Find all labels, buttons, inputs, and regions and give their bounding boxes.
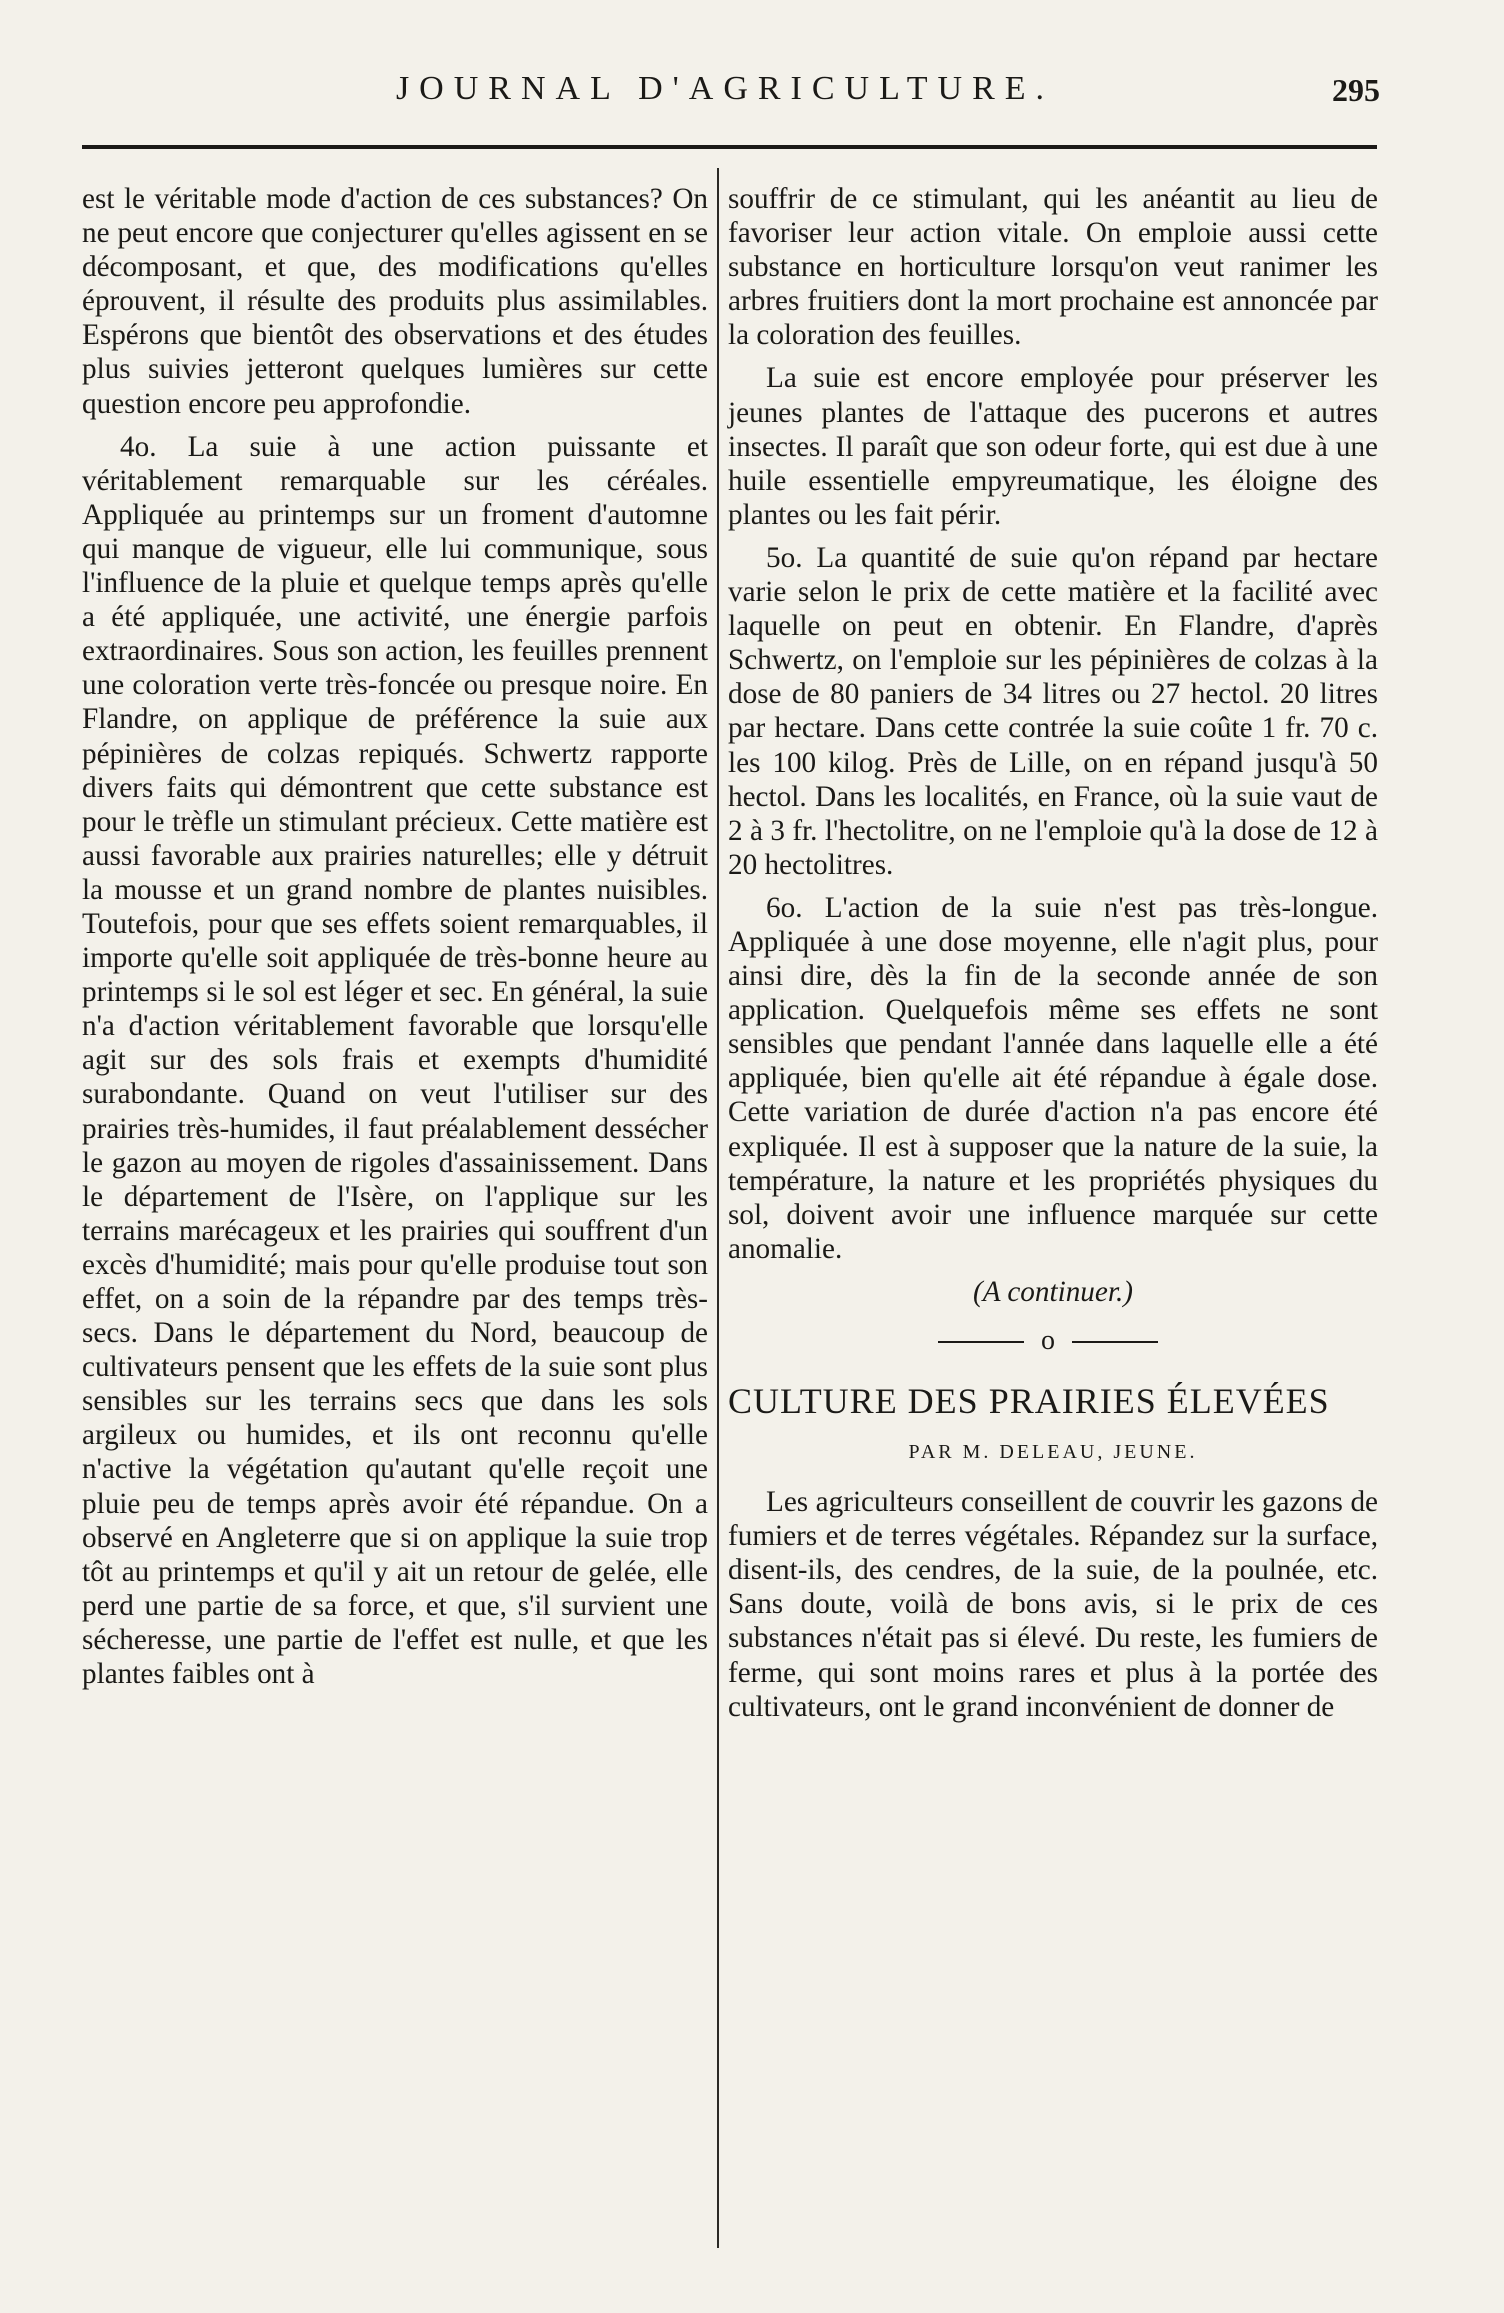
journal-title: JOURNAL D'AGRICULTURE. bbox=[395, 70, 1055, 107]
running-head bbox=[70, 70, 1380, 120]
ornament-glyph: o bbox=[1024, 1324, 1072, 1358]
left-column bbox=[82, 182, 708, 1700]
column-divider bbox=[717, 168, 719, 2248]
section-ornament bbox=[728, 1321, 1378, 1365]
page-number: 295 bbox=[1332, 72, 1380, 108]
paragraph: La suie est encore employée pour préserver les jeunes plantes de l'attaque des pucerons et autres insectes. Il paraît que son odeur forte, qui est due à une huile essentielle empyreumatique, les éloigne des plantes ou les fait périr. bbox=[728, 362, 1378, 531]
to-be-continued-note: (A continuer.) bbox=[973, 1275, 1133, 1308]
paragraph: souffrir de ce stimulant, qui les anéantit au lieu de favoriser leur action vitale. On emploie aussi cette substance en horticulture lorsqu'on veut ranimer les arbres fruitiers dont la mort prochaine est annoncée par la coloration des feuilles. bbox=[728, 183, 1378, 352]
section-title: CULTURE DES PRAIRIES ÉLEVÉES bbox=[728, 1381, 1330, 1421]
paragraph: est le véritable mode d'action de ces substances? On ne peut encore que conjecturer qu'elles agissent en se décomposant, et que, des modifications qu'elles éprouvent, il résulte des produits plus assimilables. Espérons que bientôt des observations et des études plus suivies jetteront quelques lumières sur cette question encore peu approfondie. bbox=[82, 183, 708, 420]
right-column bbox=[728, 182, 1378, 1733]
paragraph: Les agriculteurs conseillent de couvrir les gazons de fumiers et de terres végétales. Répandez sur la surface, disent-ils, des cendres, de la suie, de la poulnée, etc. Sans doute, voilà de bons avis, si le prix de ces substances n'était pas si élevé. Du reste, les fumiers de ferme, qui sont moins rares et plus à la portée des cultivateurs, ont le grand inconvénient de donner de bbox=[728, 1486, 1378, 1723]
byline: PAR M. DELEAU, JEUNE. bbox=[908, 1441, 1198, 1463]
paragraph: 5o. La quantité de suie qu'on répand par hectare varie selon le prix de cette matière et la facilité avec laquelle on peut en obtenir. En Flandre, d'après Schwertz, on l'emploie sur les pépinières de colzas à la dose de 80 paniers de 34 litres ou 27 hectol. 20 litres par hectare. Dans cette contrée la suie coûte 1 fr. 70 c. les 100 kilog. Près de Lille, on en répand jusqu'à 50 hectol. Dans les localités, en France, où la suie vaut de 2 à 3 fr. l'hectolitre, on ne l'emploie qu'à la dose de 12 à 20 hectolitres. bbox=[728, 541, 1378, 881]
header-rule bbox=[82, 145, 1377, 149]
paragraph: 6o. L'action de la suie n'est pas très-longue. Appliquée à une dose moyenne, elle n'agit plus, pour ainsi dire, dès la fin de la seconde année de son application. Quelquefois même ses effets ne sont sensibles que pendant l'année dans laquelle elle a été appliquée, bien qu'elle ait été répandue à égale dose. Cette variation de durée d'action n'a pas encore été expliquée. Il est à supposer que la nature de la suie, la température, la nature et les propriétés physiques du sol, doivent avoir une influence marquée sur cette anomalie. bbox=[728, 891, 1378, 1265]
paragraph: 4o. La suie à une action puissante et véritablement remarquable sur les céréales. Appliquée au printemps sur un froment d'automne qui manque de vigueur, elle lui communique, sous l'influence de la pluie et quelque temps après qu'elle a été appliquée, une activité, une énergie parfois extraordinaires. Sous son action, les feuilles prennent une coloration verte très-foncée ou presque noire. En Flandre, on applique de préférence la suie aux pépinières de colzas repiqués. Schwertz rapporte divers faits qui démontrent que cette substance est pour le trèfle un stimulant précieux. Cette matière est aussi favorable aux prairies naturelles; elle y détruit la mousse et un grand nombre de plantes nuisibles. Toutefois, pour que ses effets soient remarquables, il importe qu'elle soit appliquée de très-bonne heure au printemps si le sol est léger et sec. En général, la suie n'a d'action véritablement favorable que lorsqu'elle agit sur des sols frais et exempts d'humidité surabondante. Quand on veut l'utiliser sur des prairies très-humides, il faut préalablement dessécher le gazon au moyen de rigoles d'assainissement. Dans le département de l'Isère, on l'applique sur les terrains marécageux et les prairies qui souffrent d'un excès d'humidité; mais pour qu'elle produise tout son effet, on a soin de la répandre par des temps très-secs. Dans le département du Nord, beaucoup de cultivateurs pensent que les effets de la suie sont plus sensibles sur les terrains secs que dans les sols argileux ou humides, et ils ont reconnu qu'elle n'active la végétation qu'autant qu'elle reçoit une pluie peu de temps après avoir été répandue. On a observé en Angleterre que si on applique la suie trop tôt au printemps et qu'il y ait un retour de gelée, elle perd une partie de sa force, et que, s'il survient une sécheresse, une partie de l'effet est nulle, et que les plantes faibles ont à bbox=[82, 430, 708, 1691]
